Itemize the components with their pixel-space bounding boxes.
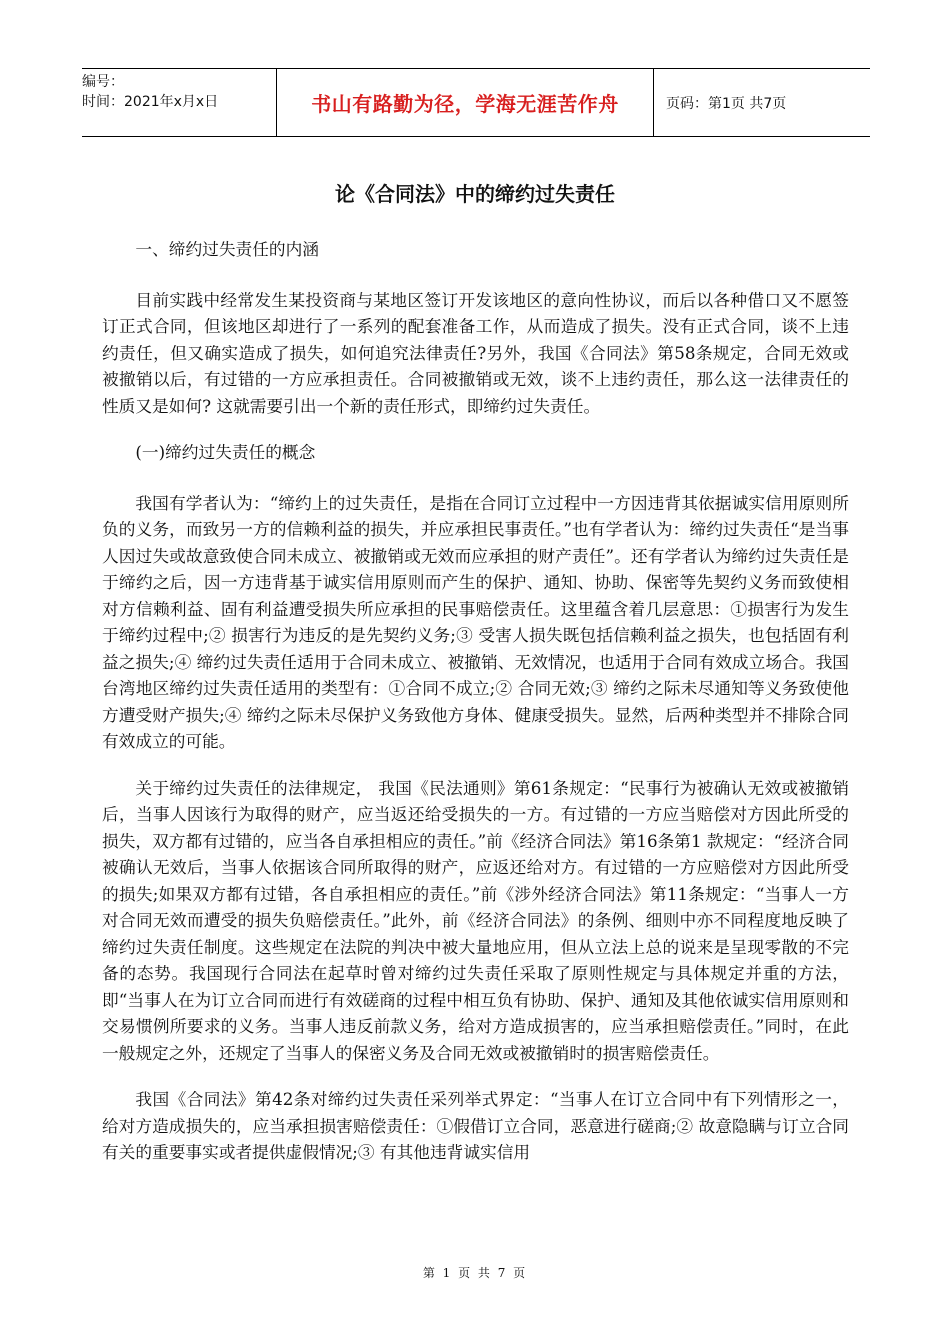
header-motto-cell bbox=[276, 69, 654, 136]
motto-text: 书山有路勤为径，学海无涯苦作舟 bbox=[311, 92, 619, 116]
body-paragraph: 目前实践中经常发生某投资商与某地区签订开发该地区的意向性协议，而后以各种借口又不愿签订正式合同，但该地区却进行了一系列的配套准备工作，从而造成了损失。没有正式合同，谈不上违约责任，但又确实造成了损失，如何追究法律责任?另外，我国《合同法》第58条规定，合同无效或被撤销以后，有过错的一方应承担责任。合同被撤销或无效，谈不上违约责任，那么这一法律责任的性质又是如何? 这就需要引出一个新的责任形式，即缔约过失责任。 bbox=[102, 289, 849, 416]
subsection-heading: (一)缔约过失责任的概念 bbox=[135, 442, 316, 462]
section-heading: 一、缔约过失责任的内涵 bbox=[135, 239, 319, 259]
document-title: 论《合同法》中的缔约过失责任 bbox=[335, 182, 615, 206]
body-paragraph: 我国有学者认为：“缔约上的过失责任，是指在合同订立过程中一方因违背其依据诚实信用原则所负的义务，而致另一方的信赖利益的损失，并应承担民事责任。”也有学者认为：缔约过失责任“是当事人因过失或故意致使合同未成立、被撤销或无效而应承担的财产责任”。还有学者认为缔约过失责任是于缔约之后，因一方违背基于诚实信用原则而产生的保护、通知、协助、保密等先契约义务而致使相对方信赖利益、固有利益遭受损失所应承担的民事赔偿责任。这里蕴含着几层意思：①损害行为发生于缔约过程中;② 损害行为违反的是先契约义务;③ 受害人损失既包括信赖利益之损失，也包括固有利益之损失;④ 缔约过失责任适用于合同未成立、被撤销、无效情况，也适用于合同有效成立场合。我国台湾地区缔约过失责任适用的类型有：①合同不成立;② 合同无效;③ 缔约之际未尽通知等义务致使他方遭受财产损失;④ 缔约之际未尽保护义务致他方身体、健康受损失。显然，后两种类型并不排除合同有效成立的可能。 bbox=[102, 492, 849, 751]
serial-number-label: 编号： bbox=[82, 74, 124, 90]
body-paragraph: 关于缔约过失责任的法律规定， 我国《民法通则》第61条规定：“民事行为被确认无效或被撤销后，当事人因该行为取得的财产，应当返还给受损失的一方。有过错的一方应当赔偿对方因此所受的损失，双方都有过错的，应当各自承担相应的责任。”前《经济合同法》第16条第1 款规定：“经济合同被确认无效后，当事人依据该合同所取得的财产，应返还给对方。有过错的一方应赔偿对方因此所受的损失;如果双方都有过错，各自承担相应的责任。”前《涉外经济合同法》第11条规定：“当事人一方对合同无效而遭受的损失负赔偿责任。”此外，前《经济合同法》的条例、细则中亦不同程度地反映了缔约过失责任制度。这些规定在法院的判决中被大量地应用，但从立法上总的说来是呈现零散的不完备的态势。我国现行合同法在起草时曾对缔约过失责任采取了原则性规定与具体规定并重的方法，即“当事人在为订立合同而进行有效磋商的过程中相互负有协助、保护、通知及其他依诚实信用原则和交易惯例所要求的义务。当事人违反前款义务，给对方造成损害的，应当承担赔偿责任。”同时，在此一般规定之外，还规定了当事人的保密义务及合同无效或被撤销时的损害赔偿责任。 bbox=[102, 777, 849, 1063]
date-label: 时间：2021年x月x日 bbox=[82, 94, 219, 110]
page-footer: 第 1 页 共 7 页 bbox=[422, 1266, 528, 1280]
body-paragraph: 我国《合同法》第42条对缔约过失责任采列举式界定：“当事人在订立合同中有下列情形之一，给对方造成损失的，应当承担损害赔偿责任：①假借订立合同，恶意进行磋商;② 故意隐瞒与订立合同有关的重要事实或者提供虚假情况;③ 有其他违背诚实信用 bbox=[102, 1089, 849, 1162]
header-left-cell bbox=[82, 69, 276, 136]
header-page-cell bbox=[654, 69, 870, 136]
document-body bbox=[102, 236, 849, 1186]
page-info: 页码：第1页 共7页 bbox=[666, 95, 787, 112]
document-header bbox=[82, 68, 870, 137]
